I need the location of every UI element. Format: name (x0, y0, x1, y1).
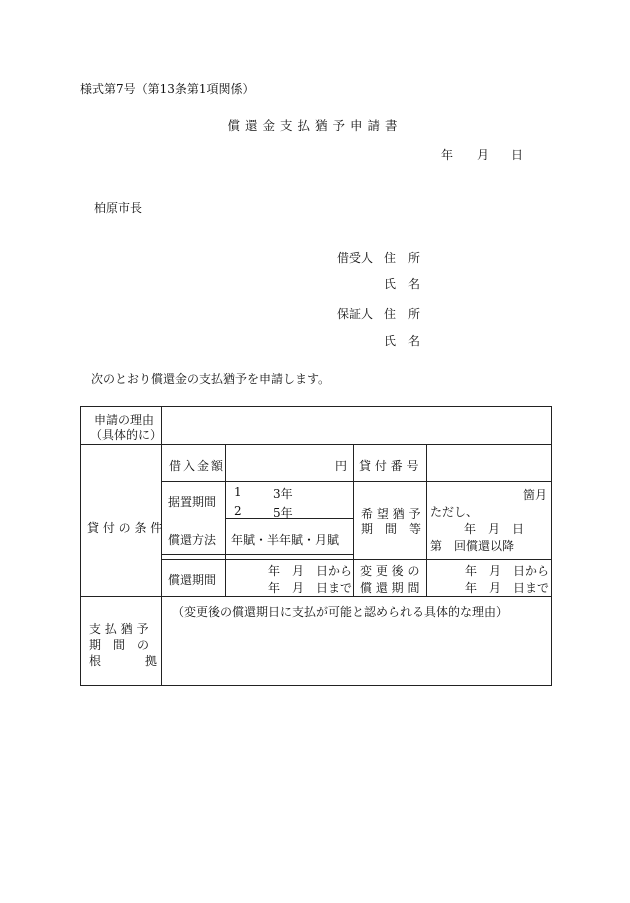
repay-period-label: 償還期間 (168, 573, 217, 587)
row-divider (161, 554, 353, 555)
repay-period-to: 年 月 日まで (268, 581, 353, 595)
guarantor-label: 保証人 (337, 307, 374, 321)
loan-number-input[interactable] (428, 447, 549, 479)
basis-label-1: 支 払 猶 予 (89, 622, 149, 636)
deferment-option-1-value: 3年 (273, 487, 293, 501)
intro-text: 次のとおり償還金の支払猶予を申請します。 (91, 372, 331, 386)
application-table (80, 406, 552, 686)
row-divider (81, 444, 551, 445)
deferment-period-label: 据置期間 (168, 495, 217, 509)
deferment-option-1-num: 1 (234, 485, 242, 499)
guarantor-address-label: 住 所 (384, 307, 421, 321)
basis-input[interactable] (165, 621, 549, 681)
form-number: 様式第7号（第13条第1項関係） (80, 82, 255, 96)
col-divider (426, 444, 427, 596)
guarantor-name-label: 氏 名 (384, 334, 421, 348)
addressee: 柏原市長 (94, 201, 143, 215)
date-year: 年 (441, 148, 454, 162)
reason-label-sub: （具体的に） (90, 428, 163, 442)
reason-input[interactable] (163, 411, 549, 441)
row-divider (161, 481, 551, 482)
repay-period-from: 年 月 日から (268, 564, 353, 578)
changed-period-to: 年 月 日まで (465, 581, 550, 595)
col-divider (161, 407, 162, 685)
loan-amount-input[interactable] (227, 447, 331, 479)
repay-method-options: 年賦・半年賦・月賦 (231, 533, 340, 547)
months-unit: 箇月 (523, 488, 548, 502)
changed-period-label: 変 更 後 の (360, 564, 420, 578)
deferment-option-2-value: 5年 (273, 506, 293, 520)
from-nth-repayment: 第 回償還以降 (430, 539, 515, 553)
desired-deferment-label-sub: 期 間 等 (361, 522, 422, 536)
row-divider (161, 559, 353, 560)
desired-deferment-label: 希 望 猶 予 (361, 507, 421, 521)
desired-date: 年 月 日 (464, 522, 525, 536)
reason-label: 申請の理由 (94, 413, 155, 427)
date-month: 月 (477, 148, 490, 162)
deferment-option-2-num: 2 (234, 504, 242, 518)
however-text: ただし、 (430, 505, 479, 519)
borrower-name-label: 氏 名 (384, 277, 421, 291)
changed-period-label-sub: 償 還 期 間 (360, 581, 420, 595)
loan-number-label: 貸 付 番 号 (359, 459, 419, 473)
basis-label-4: 拠 (145, 654, 158, 668)
col-divider (225, 444, 226, 596)
row-divider (353, 559, 551, 560)
basis-label-2: 期 間 の (89, 638, 150, 652)
date-day: 日 (511, 148, 524, 162)
borrower-label: 借受人 (337, 251, 374, 265)
yen-unit: 円 (335, 459, 348, 473)
basis-label-3: 根 (89, 654, 102, 668)
loan-conditions-label: 貸 付 の 条 件 (87, 521, 163, 535)
col-divider (353, 444, 354, 596)
loan-amount-label: 借入金額 (169, 459, 226, 473)
repay-method-label: 償還方法 (168, 533, 217, 547)
basis-note: （変更後の償還期日に支払が可能と認められる具体的な理由） (172, 605, 509, 619)
changed-period-from: 年 月 日から (465, 564, 550, 578)
row-divider (81, 596, 551, 597)
borrower-address-label: 住 所 (384, 251, 421, 265)
document-title: 償還金支払猶予申請書 (227, 118, 403, 133)
